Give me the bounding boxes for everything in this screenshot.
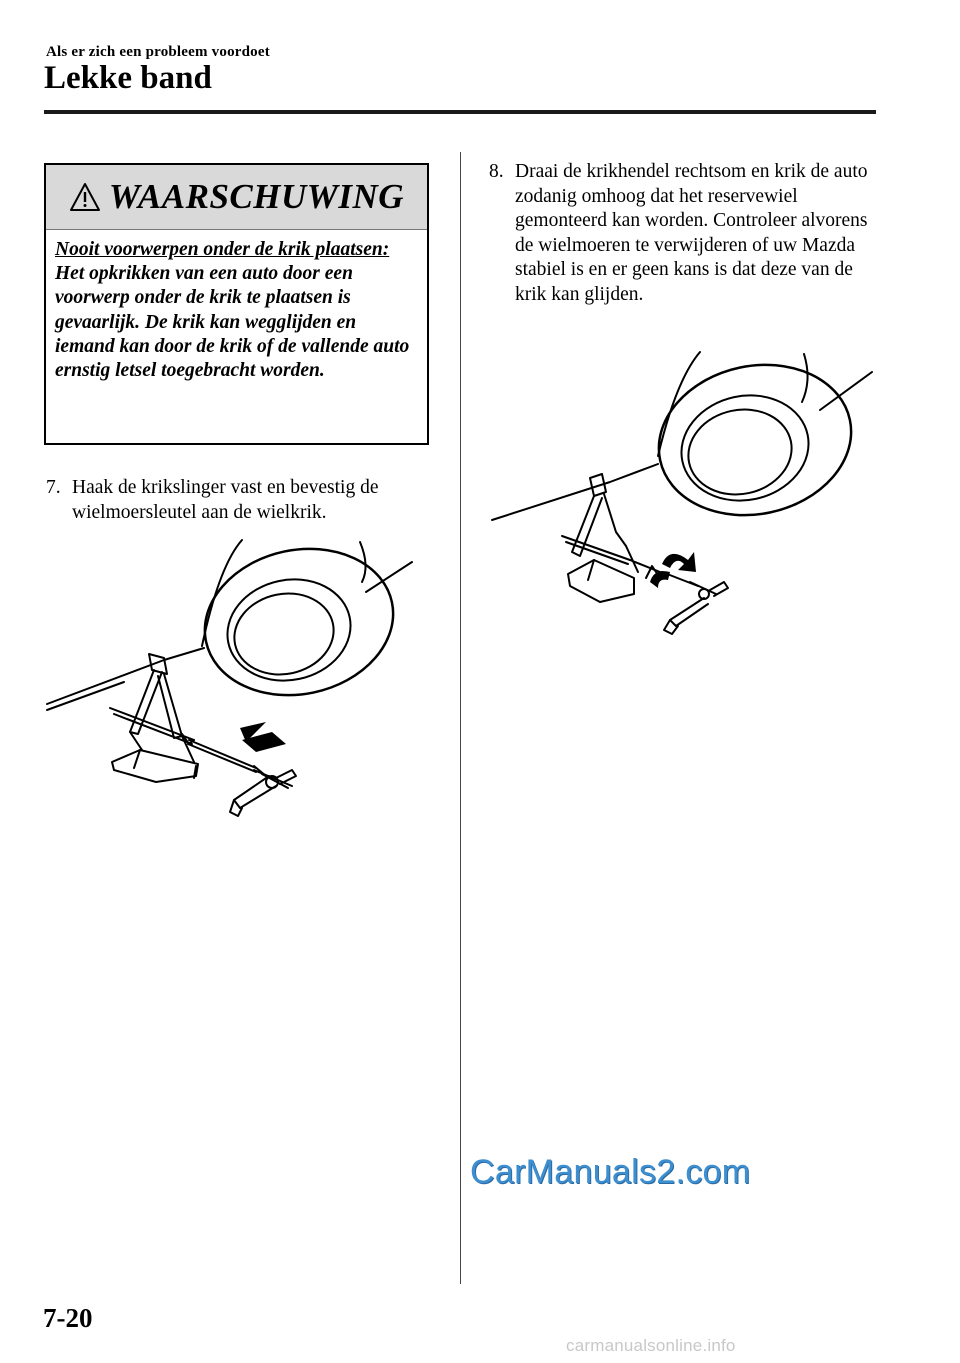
header-rule xyxy=(44,110,876,114)
jack-attach-handle-illustration xyxy=(44,536,434,836)
step-7 xyxy=(46,476,441,525)
jack-rotate-handle-illustration xyxy=(490,346,882,646)
warning-header xyxy=(46,165,427,230)
section-title: Als er zich een probleem voordoet xyxy=(46,44,270,60)
warning-body xyxy=(46,230,427,383)
step-text: Haak de krikslinger vast en bevestig de wielmoersleutel aan de wielkrik. xyxy=(72,477,379,523)
warning-lead: Nooit voorwerpen onder de krik plaatsen: xyxy=(55,239,390,260)
chapter-title: Lekke band xyxy=(44,60,212,96)
footer-site-watermark: carmanualsonline.info xyxy=(566,1336,736,1355)
column-divider xyxy=(460,152,461,1284)
watermark: CarManuals2.com xyxy=(470,1153,751,1191)
warning-text: Het opkrikken van een auto door een voorwerp onder de krik te plaatsen is gevaarlijk. De krik kan wegglijden en iemand kan door de krik of de vallende auto ernstig letsel toegebracht worden. xyxy=(55,263,410,382)
page-number: 7-20 xyxy=(43,1303,93,1333)
warning-box xyxy=(44,163,429,445)
warning-title: WAARSCHUWING xyxy=(108,177,405,216)
step-8 xyxy=(489,160,884,307)
step-number: 7. xyxy=(46,477,61,498)
warning-triangle-icon xyxy=(69,182,101,212)
step-number: 8. xyxy=(489,161,504,182)
step-text: Draai de krikhendel rechtsom en krik de auto zodanig omhoog dat het reservewiel gemonteerd kan worden. Controleer alvorens de wielmoeren te verwijderen of uw Mazda stabiel is en er geen kans is dat deze van de krik kan glijden. xyxy=(515,161,868,305)
